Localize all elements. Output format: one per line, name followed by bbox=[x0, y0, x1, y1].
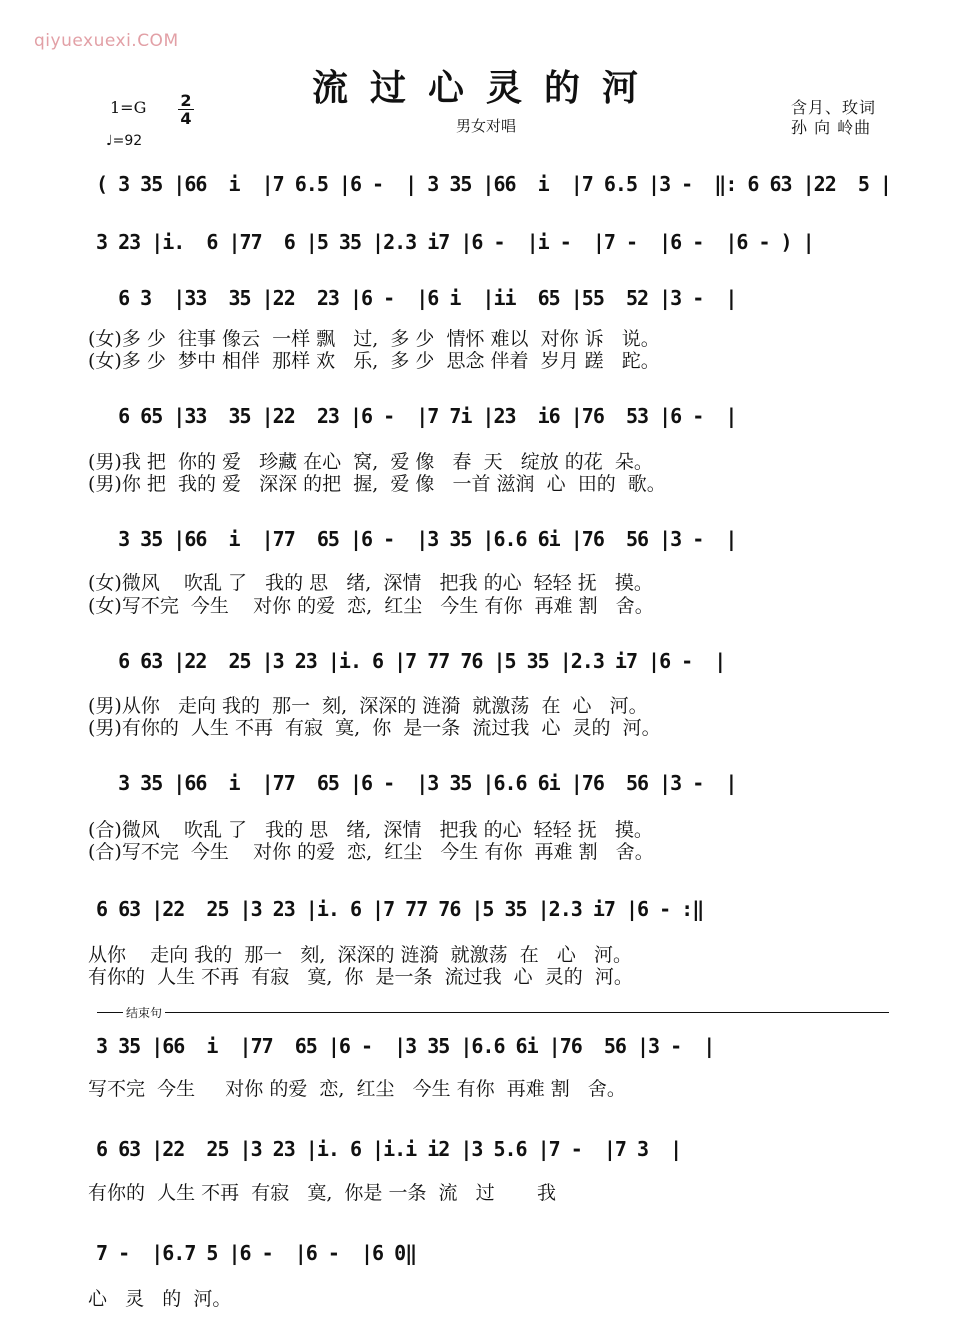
song-subtitle: 男女对唱 bbox=[455, 117, 516, 135]
lyric-line: 写不完 今生 对你 的爱 恋, 红尘 今生 有你 再难 割 舍。 bbox=[88, 1078, 626, 1100]
lyric-line: (男)你 把 我的 爱 深深 的把 握, 爱 像 一首 滋润 心 田的 歌。 bbox=[88, 473, 666, 495]
lyric-line: (男)我 把 你的 爱 珍藏 在心 窝, 爱 像 春 天 绽放 的花 朵。 bbox=[88, 451, 653, 473]
lyric-line: 有你的 人生 不再 有寂 寞, 你 是一条 流过我 心 灵的 河。 bbox=[88, 966, 633, 988]
lyric-line: (男)有你的 人生 不再 有寂 寞, 你 是一条 流过我 心 灵的 河。 bbox=[88, 717, 661, 739]
lyric-line: (女)多 少 梦中 相伴 那样 欢 乐, 多 少 思念 伴着 岁月 蹉 跎。 bbox=[88, 350, 660, 372]
notation-row: 3 35 |66 i |77 65 |6 - |3 35 |6.6 6i |76 56 |3 - | bbox=[96, 527, 737, 551]
lyric-line: 心 灵 的 河。 bbox=[88, 1288, 232, 1310]
meter-bottom: 4 bbox=[180, 109, 192, 128]
credits bbox=[791, 98, 876, 138]
lyric-line: (女)多 少 往事 像云 一样 飘 过, 多 少 情怀 难以 对你 诉 说。 bbox=[88, 328, 660, 350]
notation-row: 3 35 |66 i |77 65 |6 - |3 35 |6.6 6i |76 56 |3 - | bbox=[96, 1034, 715, 1058]
key-signature: 1=G bbox=[110, 98, 147, 117]
lyric-line: (男)从你 走向 我的 那一 刻, 深深的 涟漪 就激荡 在 心 河。 bbox=[88, 695, 648, 717]
notation-row: 6 63 |22 25 |3 23 |i. 6 |7 77 76 |5 35 |2.3 i7 |6 - | bbox=[96, 649, 726, 673]
lyric-line: 有你的 人生 不再 有寂 寞, 你是 一条 流 过 我 bbox=[88, 1182, 556, 1204]
notation-row: 6 3 |33 35 |22 23 |6 - |6 i |ii 65 |55 52 |3 - | bbox=[96, 286, 737, 310]
coda-label: 结束句 bbox=[123, 1004, 165, 1021]
lyric-line: (合)微风 吹乱 了 我的 思 绪, 深情 把我 的心 轻轻 抚 摸。 bbox=[88, 819, 653, 841]
notation-row: ( 3 35 |66 i |7 6.5 |6 - | 3 35 |66 i |7 6.5 |3 - ‖: 6 63 |22 5 | bbox=[96, 172, 891, 196]
notation-row: 3 23 |i. 6 |77 6 |5 35 |2.3 i7 |6 - |i - |7 - |6 - |6 - ) | bbox=[96, 230, 814, 254]
lyric-line: (女)写不完 今生 对你 的爱 恋, 红尘 今生 有你 再难 割 舍。 bbox=[88, 595, 654, 617]
site-watermark: qiyuexuexi.COM bbox=[34, 31, 179, 51]
lyric-line: (合)写不完 今生 对你 的爱 恋, 红尘 今生 有你 再难 割 舍。 bbox=[88, 841, 654, 863]
time-signature bbox=[176, 92, 196, 127]
notation-row: 6 65 |33 35 |22 23 |6 - |7 7i |23 i6 |76 53 |6 - | bbox=[96, 404, 737, 428]
lyric-line: 从你 走向 我的 那一 刻, 深深的 涟漪 就激荡 在 心 河。 bbox=[88, 944, 632, 966]
composer-credit: 孙 向 岭曲 bbox=[790, 118, 872, 137]
tempo-marking: ♩=92 bbox=[106, 133, 143, 149]
notation-row: 6 63 |22 25 |3 23 |i. 6 |7 77 76 |5 35 |2.3 i7 |6 - :‖ bbox=[96, 897, 704, 921]
notation-row: 6 63 |22 25 |3 23 |i. 6 |i.i i2 |3 5.6 |7 - |7 3 | bbox=[96, 1137, 682, 1161]
notation-row: 3 35 |66 i |77 65 |6 - |3 35 |6.6 6i |76 56 |3 - | bbox=[96, 771, 737, 795]
meter-top: 2 bbox=[180, 91, 192, 110]
lyric-line: (女)微风 吹乱 了 我的 思 绪, 深情 把我 的心 轻轻 抚 摸。 bbox=[88, 572, 653, 594]
coda-divider bbox=[97, 1012, 889, 1013]
notation-row: 7 - |6.7 5 |6 - |6 - |6 0‖ bbox=[96, 1241, 417, 1265]
song-title: 流过心灵的河 bbox=[311, 67, 660, 109]
lyricist-credit: 含月、玫词 bbox=[790, 98, 876, 117]
